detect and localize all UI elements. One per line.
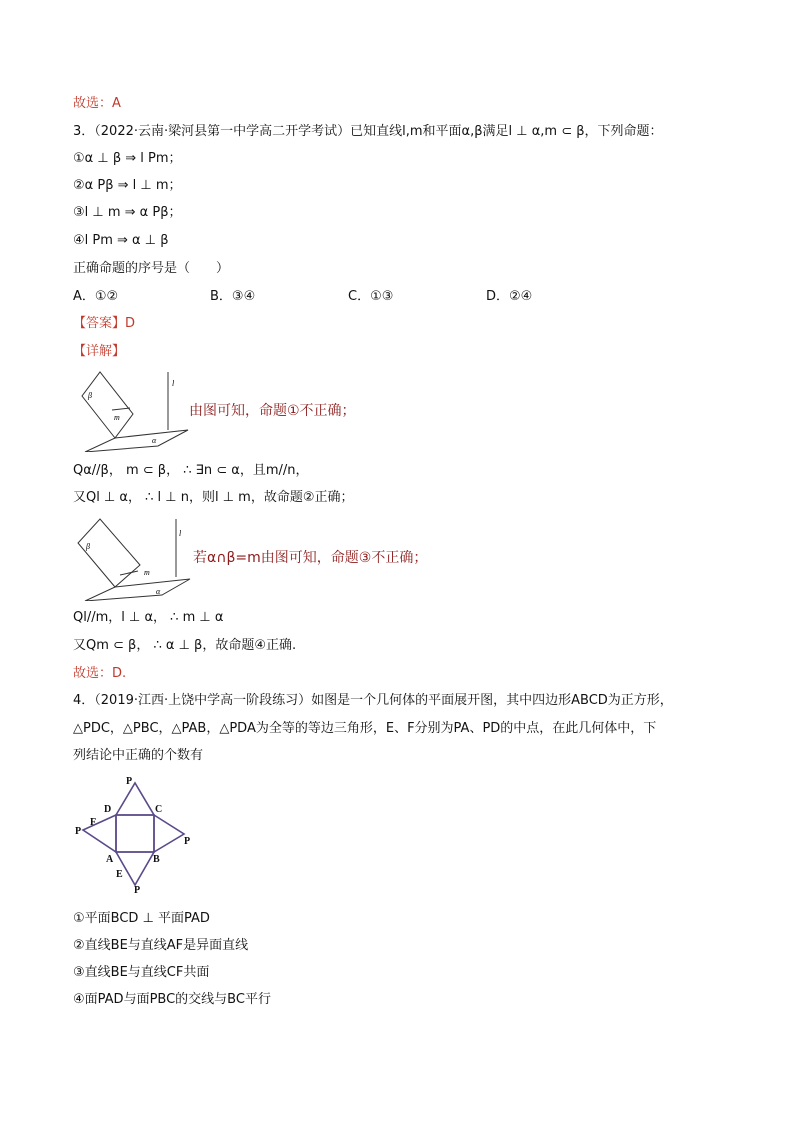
q3-line-1: Qα//β， m ⊂ β， ∴ ∃n ⊂ α，且m//n， — [73, 463, 309, 478]
label-p-right: P — [184, 836, 191, 847]
q3-line-4: 又Qm ⊂ β， ∴ α ⊥ β，故命题④正确. — [73, 638, 297, 653]
fig1-caption: 由图可知，命题①不正确； — [189, 403, 356, 419]
q3-prop-3: ③l ⊥ m ⇒ α Pβ； — [73, 205, 182, 220]
label-b: B — [153, 854, 160, 865]
label-e: E — [116, 869, 123, 880]
figure-planes-1 — [70, 366, 190, 452]
q3-detail-label: 【详解】 — [73, 344, 126, 359]
q4-item-4: ④面PAD与面PBC的交线与BC平行 — [73, 992, 271, 1007]
label-a: A — [106, 854, 114, 865]
figure-net — [70, 772, 200, 894]
q4-stem-2: △PDC，△PBC，△PAB，△PDA为全等的等边三角形，E、F分别为PA、PD的中点，在此几何体中，下 — [73, 721, 657, 736]
label-alpha-2: α — [156, 587, 161, 596]
q4-item-3: ③直线BE与直线CF共面 — [73, 965, 210, 980]
label-f: F — [90, 817, 97, 828]
q3-line-2: 又Ql ⊥ α， ∴ l ⊥ n，则l ⊥ m，故命题②正确； — [73, 490, 354, 505]
q3-prop-1: ①α ⊥ β ⇒ l Pm； — [73, 151, 182, 166]
label-m: m — [114, 413, 120, 422]
label-m-2: m — [144, 568, 150, 577]
label-p-left: P — [75, 826, 82, 837]
option-a: A．①② — [73, 289, 119, 304]
q3-prop-4: ④l Pm ⇒ α ⊥ β — [73, 233, 169, 248]
label-p-top: P — [126, 776, 133, 787]
label-p-bottom: P — [134, 885, 141, 894]
label-beta: β — [88, 391, 92, 400]
option-d: D．②④ — [486, 289, 533, 304]
q4-item-1: ①平面BCD ⊥ 平面PAD — [73, 911, 210, 926]
label-alpha: α — [152, 436, 157, 445]
option-b: B．③④ — [210, 289, 256, 304]
option-c: C．①③ — [348, 289, 394, 304]
q3-final: 故选：D. — [73, 666, 127, 681]
fig2-caption: 若α∩β=m由图可知，命题③不正确； — [193, 550, 428, 566]
q3-stem: 3．（2022·云南·梁河县第一中学高二开学考试）已知直线l,m和平面α,β满足l ⊥ α,m ⊂ β，下列命题： — [73, 124, 663, 139]
figure-planes-2 — [70, 515, 200, 601]
q4-stem-3: 列结论中正确的个数有 — [73, 748, 204, 763]
label-beta-2: β — [86, 542, 90, 551]
q3-options — [73, 287, 573, 307]
q3-ask: 正确命题的序号是（ ） — [73, 261, 230, 276]
q3-prop-2: ②α Pβ ⇒ l ⊥ m； — [73, 178, 182, 193]
q3-line-3: Ql//m，l ⊥ α， ∴ m ⊥ α — [73, 610, 224, 625]
label-c: C — [155, 804, 163, 815]
label-d: D — [104, 804, 112, 815]
answer-prev: 故选：A — [73, 96, 121, 111]
q4-item-2: ②直线BE与直线AF是异面直线 — [73, 938, 249, 953]
label-l-2: l — [179, 529, 182, 538]
q4-stem-1: 4．（2019·江西·上饶中学高一阶段练习）如图是一个几何体的平面展开图，其中四边形ABCD为正方形， — [73, 693, 673, 708]
q3-answer: 【答案】D — [73, 316, 136, 331]
label-l: l — [172, 379, 175, 388]
